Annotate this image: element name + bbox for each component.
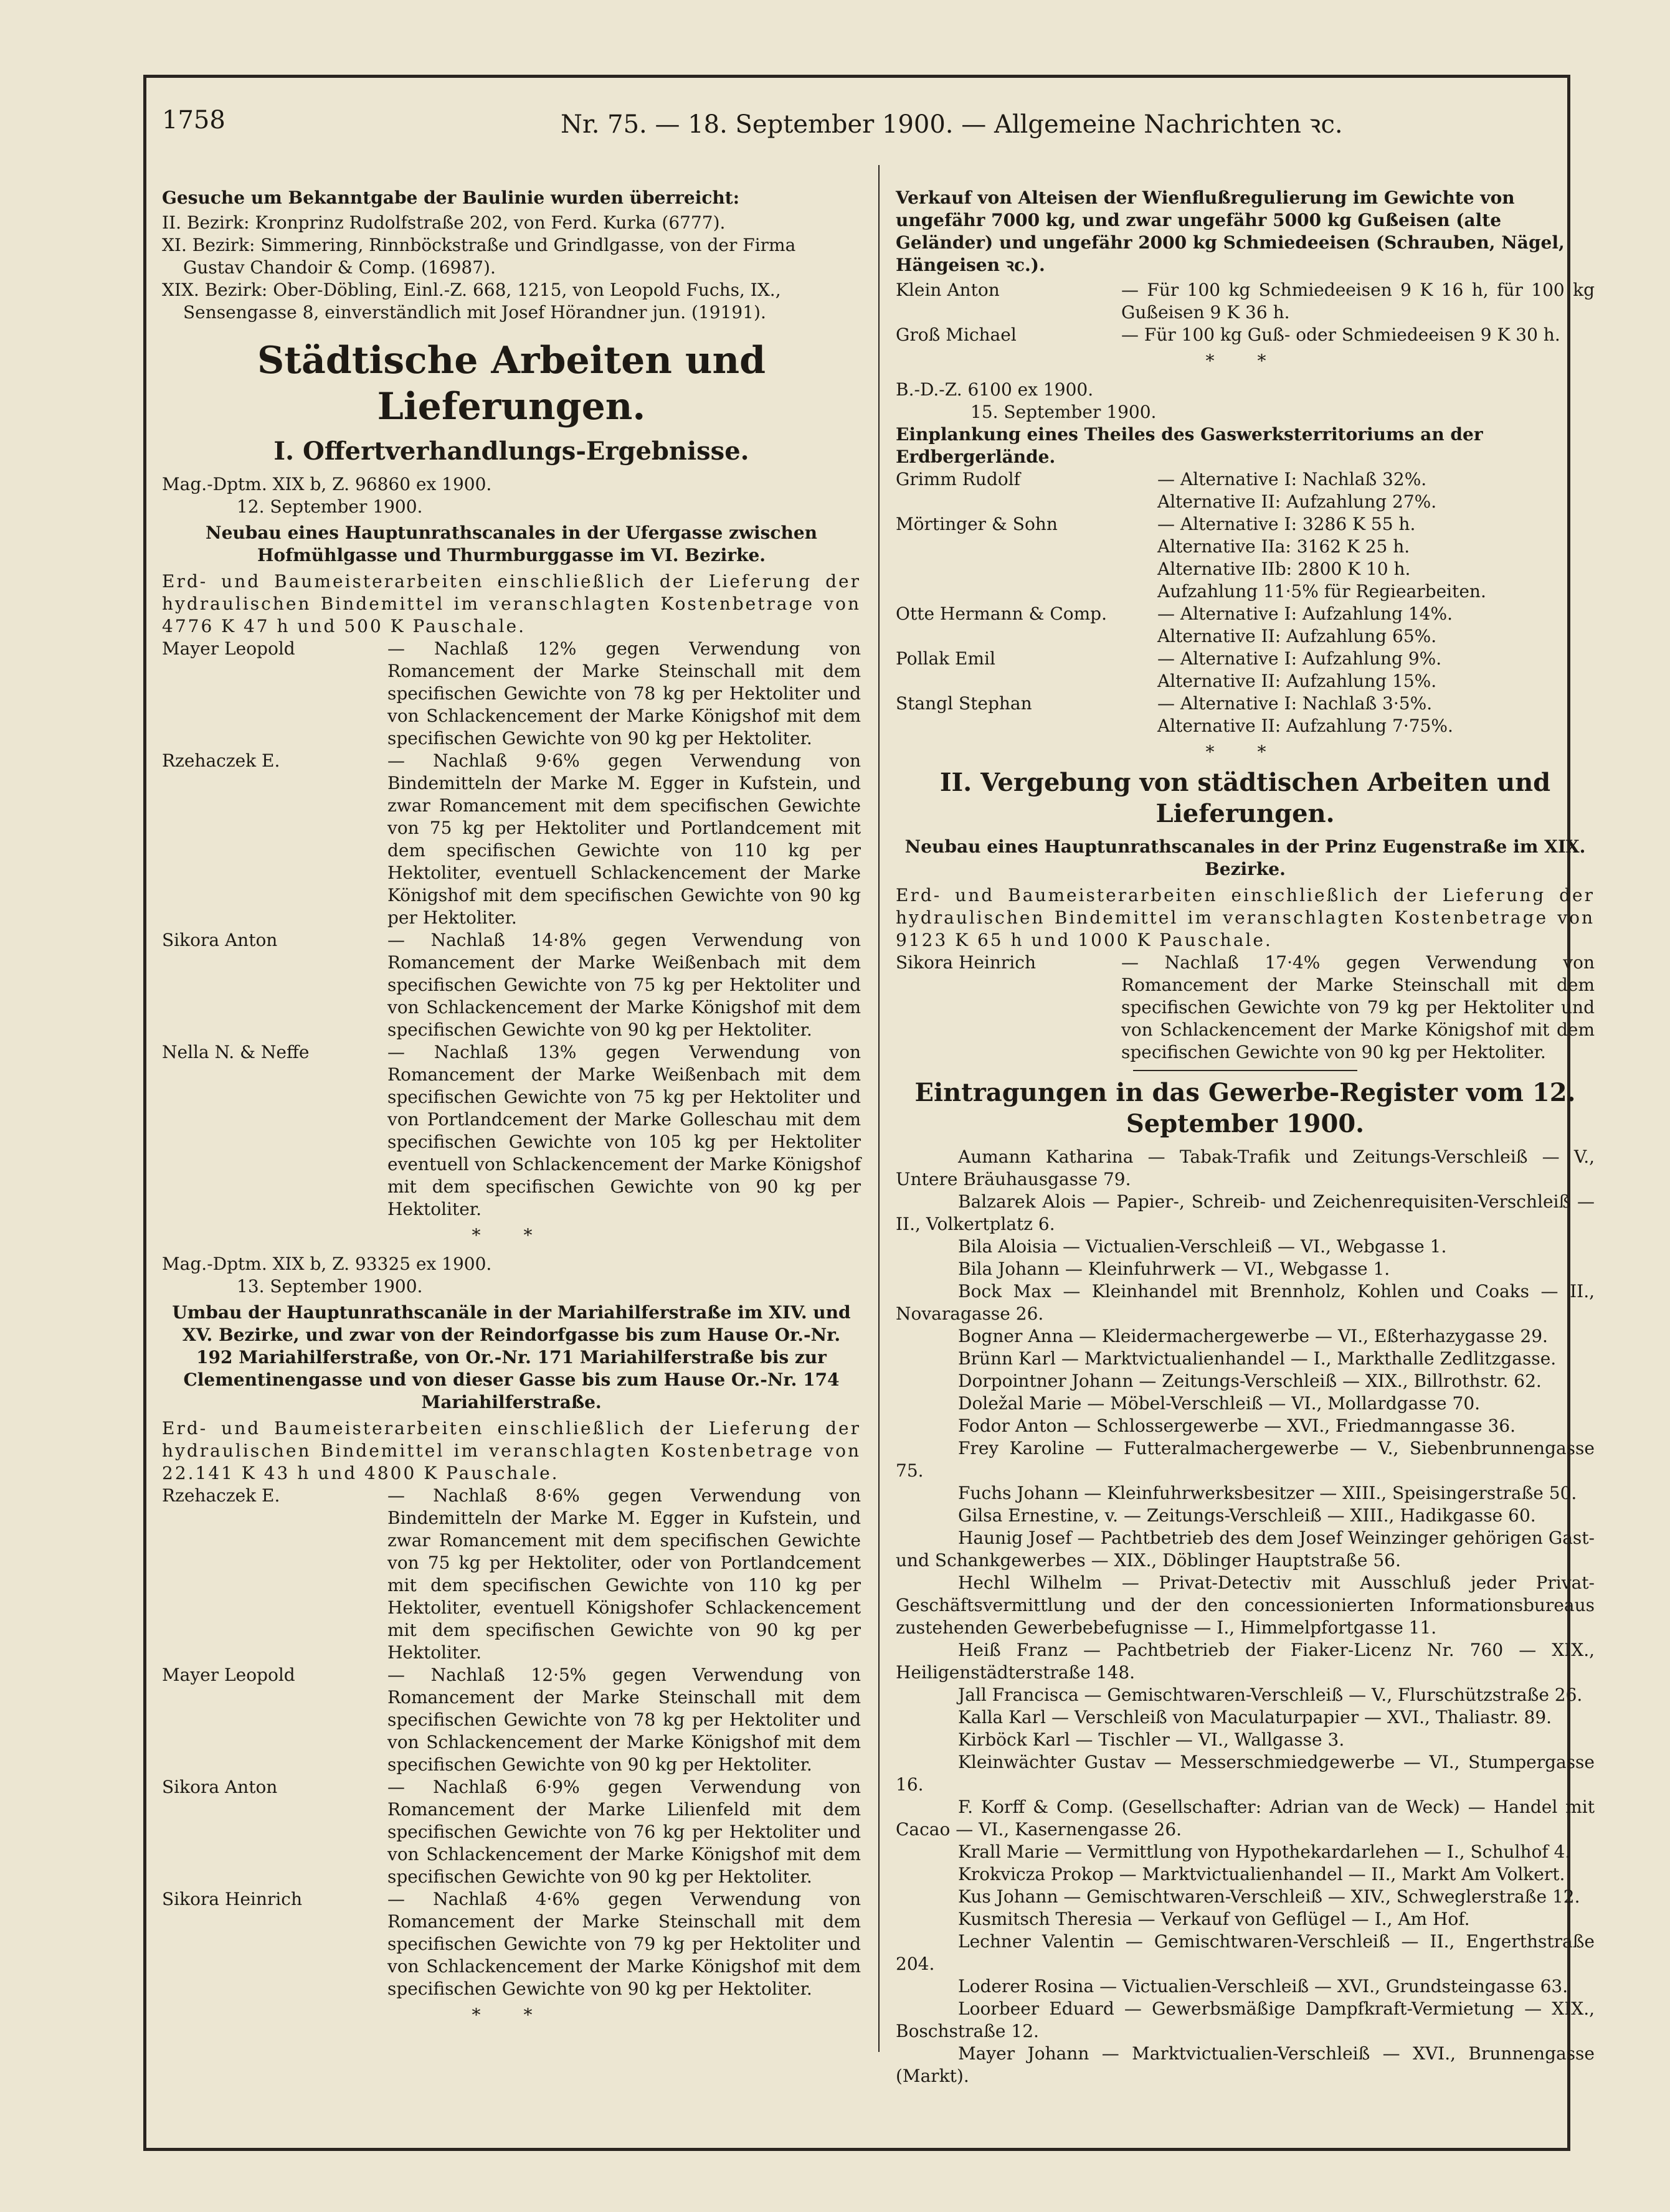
bezirk-entry: XI. Bezirk: Simmering, Rinnböckstraße und Grindlgasse, von der Firma Gustav Chandoir & Comp. (16987). xyxy=(162,235,796,278)
offer-detail: — Nachlaß 8·6% gegen Verwendung von Bindemitteln der Marke M. Egger in Kufstein, und zwar Romancement mit dem specifischen Gewichte von 75 kg per Hektoliter, oder von Portlandcement mit dem specifischen Gewichte von 110 kg per Hektoliter, eventuell Königshofer Schlackencement mit dem specifischen Gewichte von 90 kg per Hektoliter. xyxy=(387,1485,861,1663)
offer-entry xyxy=(896,468,1595,513)
register-entry: Krall Marie — Vermittlung von Hypothekardarlehen — I., Schulhof 4. xyxy=(958,1841,1571,1862)
offer-line: Alternative II: Aufzahlung 65%. xyxy=(1157,626,1437,646)
register-heading: Eintragungen in das Gewerbe-Register vom 12. September 1900. xyxy=(914,1078,1576,1138)
bidder-name: Sikora Heinrich xyxy=(162,1889,302,1909)
offer-line: Alternative II: Aufzahlung 27%. xyxy=(1157,491,1437,512)
offer-detail: — Nachlaß 6·9% gegen Verwendung von Romancement der Marke Lilienfeld mit dem specifischen Gewichte von 76 kg per Hektoliter und von Schlackencement der Marke Königshof mit dem specifischen Gewichte von 90 kg per Hektoliter. xyxy=(387,1777,861,1887)
offer-lines xyxy=(1157,513,1486,603)
offer-line: Alternative II: Aufzahlung 7·75%. xyxy=(1157,716,1453,736)
offer-entry xyxy=(162,638,861,750)
scope-text: Erd- und Baumeisterarbeiten einschließlich der Lieferung der hydraulischen Bindemittel im veranschlagten Kostenbetrage von 9123 K 65 h und 1000 K Pauschale. xyxy=(896,885,1595,950)
offer-entry xyxy=(896,603,1595,648)
section-title: Städtische Arbeiten und Lieferungen. xyxy=(257,339,766,428)
offer-detail: — Nachlaß 4·6% gegen Verwendung von Romancement der Marke Steinschall mit dem specifischen Gewichte von 79 kg per Hektoliter und von Schlackencement der Marke Königshof mit dem specifischen Gewichte von 90 kg per Hektoliter. xyxy=(387,1889,861,1999)
bezirk-entry: II. Bezirk: Kronprinz Rudolfstraße 202, von Ferd. Kurka (6777). xyxy=(162,212,726,233)
register-entry: Brünn Karl — Marktvictualienhandel — I., Markthalle Zedlitzgasse. xyxy=(958,1348,1557,1369)
scope-text: Erd- und Baumeisterarbeiten einschließlich der Lieferung der hydraulischen Bindemittel im veranschlagten Kostenbetrage von 22.141 K 43 h und 4800 K Pauschale. xyxy=(162,1418,861,1483)
offer-entry xyxy=(896,513,1595,603)
offer-line: Alternative IIb: 2800 K 10 h. xyxy=(1157,559,1411,579)
offer-entry xyxy=(896,279,1595,324)
bidder-name: Sikora Heinrich xyxy=(896,952,1036,973)
register-entry: Doležal Marie — Möbel-Verschleiß — VI., Mollardgasse 70. xyxy=(958,1393,1481,1414)
project-title: Neubau eines Hauptunrathscanales in der Prinz Eugenstraße im XIX. Bezirke. xyxy=(904,836,1586,879)
register-entry: Fodor Anton — Schlossergewerbe — XVI., Friedmanngasse 36. xyxy=(958,1416,1516,1436)
offer-detail: — Nachlaß 17·4% gegen Verwendung von Romancement der Marke Steinschall mit dem specifischen Gewichte von 79 kg per Hektoliter und von Schlackencement der Marke Königshof mit dem specifischen Gewichte von 90 kg per Hektoliter. xyxy=(1121,952,1595,1062)
reference-number: Mag.-Dptm. XIX b, Z. 93325 ex 1900. xyxy=(162,1254,492,1274)
register-entry: Fuchs Johann — Kleinfuhrwerksbesitzer — XIII., Speisingerstraße 50. xyxy=(958,1483,1577,1503)
subsection-title: I. Offertverhandlungs-Ergebnisse. xyxy=(273,437,749,466)
offer-entry xyxy=(896,692,1595,737)
register-entry: Jall Francisca — Gemischtwaren-Verschleiß — V., Flurschützstraße 26. xyxy=(958,1685,1583,1705)
register-entry: Kus Johann — Gemischtwaren-Verschleiß — XIV., Schweglerstraße 12. xyxy=(958,1886,1580,1907)
offer-detail: — Nachlaß 12% gegen Verwendung von Romancement der Marke Steinschall mit dem specifischen Gewichte von 78 kg per Hektoliter und von Schlackencement der Marke Königshof mit dem specifischen Gewichte von 90 kg per Hektoliter. xyxy=(387,638,861,749)
register-entry: Mayer Johann — Marktvictualien-Verschleiß — XVI., Brunnengasse (Markt). xyxy=(896,2043,1595,2086)
project-title: Neubau eines Hauptunrathscanales in der Ufergasse zwischen Hofmühlgasse und Thurmburggasse im VI. Bezirke. xyxy=(206,522,817,565)
offer-line: — Alternative I: Aufzahlung 14%. xyxy=(1157,603,1453,624)
register-list xyxy=(896,1146,1595,2087)
bidder-name: Sikora Anton xyxy=(162,1777,278,1797)
offer-lines xyxy=(1157,692,1453,737)
register-entry: Kirböck Karl — Tischler — VI., Wallgasse 3. xyxy=(958,1729,1345,1750)
sale-title: Verkauf von Alteisen der Wienflußregulierung im Gewichte von ungefähr 7000 kg, und zwar ungefähr 5000 kg Gußeisen (alte Geländer) und ungefähr 2000 kg Schmiedeeisen (Schrauben, Nägel, Hängeisen ꝛc.). xyxy=(896,187,1565,275)
reference-number: Mag.-Dptm. XIX b, Z. 96860 ex 1900. xyxy=(162,474,492,494)
register-entry: Heiß Franz — Pachtbetrieb der Fiaker-Licenz Nr. 760 — XIX., Heiligenstädterstraße 148. xyxy=(896,1640,1595,1683)
offer-detail: — Für 100 kg Schmiedeeisen 9 K 16 h, für 100 kg Gußeisen 9 K 36 h. xyxy=(1121,280,1595,323)
running-header xyxy=(162,106,1545,149)
register-entry: Dorpointner Johann — Zeitungs-Verschleiß — XIX., Billrothstr. 62. xyxy=(958,1371,1542,1391)
offer-lines xyxy=(1157,468,1436,513)
register-entry: Kleinwächter Gustav — Messerschmiedgewerbe — VI., Stumpergasse 16. xyxy=(896,1752,1595,1795)
offer-detail: — Nachlaß 14·8% gegen Verwendung von Romancement der Marke Weißenbach mit dem specifischen Gewichte von 75 kg per Hektoliter und von Schlackencement der Marke Königshof mit dem specifischen Gewichte von 90 kg per Hektoliter. xyxy=(387,930,861,1040)
bidder-name: Mörtinger & Sohn xyxy=(896,514,1058,534)
register-entry: Aumann Katharina — Tabak-Trafik und Zeitungs-Verschleiß — V., Untere Bräuhausgasse 79. xyxy=(896,1146,1595,1189)
separator-stars: * * xyxy=(472,1225,551,1245)
register-entry: Bila Johann — Kleinfuhrwerk — VI., Webgasse 1. xyxy=(958,1259,1390,1279)
baulinie-heading: Gesuche um Bekanntgabe der Baulinie wurden überreicht: xyxy=(162,187,740,208)
register-entry: Gilsa Ernestine, v. — Zeitungs-Verschleiß — XIII., Hadikgasse 60. xyxy=(958,1505,1536,1526)
register-entry: Bogner Anna — Kleidermachergewerbe — VI., Eßterhazygasse 29. xyxy=(958,1326,1548,1346)
offer-entry xyxy=(162,1041,861,1221)
section-rule xyxy=(1133,1070,1357,1071)
bidder-name: Nella N. & Neffe xyxy=(162,1042,310,1062)
register-entry: Loderer Rosina — Victualien-Verschleiß — XVI., Grundsteingasse 63. xyxy=(958,1976,1568,1997)
offer-line: Aufzahlung 11·5% für Regiearbeiten. xyxy=(1157,581,1486,602)
reference-number: B.-D.-Z. 6100 ex 1900. xyxy=(896,379,1094,400)
subsection-title: II. Vergebung von städtischen Arbeiten und Lieferungen. xyxy=(939,768,1551,828)
date: 15. September 1900. xyxy=(970,402,1157,422)
register-entry: Kalla Karl — Verschleiß von Maculaturpapier — XVI., Thaliastr. 89. xyxy=(958,1707,1552,1728)
offer-line: Alternative II: Aufzahlung 15%. xyxy=(1157,671,1437,691)
offer-entry xyxy=(162,1485,861,1664)
register-entry: Frey Karoline — Futteralmachergewerbe — V., Siebenbrunnengasse 75. xyxy=(896,1438,1595,1481)
bidder-name: Mayer Leopold xyxy=(162,1665,295,1685)
bidder-name: Klein Anton xyxy=(896,280,1000,300)
register-entry: Hechl Wilhelm — Privat-Detectiv mit Ausschluß jeder Privat-Geschäftsvermittlung und der den concessionierten Informationsbureaus zustehenden Gewerbebefugnisse — I., Himmelpfortgasse 11. xyxy=(896,1572,1595,1638)
bezirk-entry: XIX. Bezirk: Ober-Döbling, Einl.-Z. 668, 1215, von Leopold Fuchs, IX., Sensengasse 8, einverständlich mit Josef Hörandner jun. (19191). xyxy=(162,280,781,323)
separator-stars: * * xyxy=(1205,742,1285,762)
offer-entry xyxy=(896,648,1595,692)
column-divider xyxy=(878,165,880,2052)
bidder-name: Stangl Stephan xyxy=(896,693,1032,714)
bidder-name: Otte Hermann & Comp. xyxy=(896,603,1107,624)
offer-entry xyxy=(162,1888,861,2000)
separator-stars: * * xyxy=(472,2005,551,2025)
header-title: Nr. 75. — 18. September 1900. — Allgemeine Nachrichten ꝛc. xyxy=(561,110,1343,139)
register-entry: F. Korff & Comp. (Gesellschafter: Adrian van de Weck) — Handel mit Cacao — VI., Kasernengasse 26. xyxy=(896,1797,1595,1840)
offer-lines xyxy=(1157,648,1441,692)
register-entry: Bila Aloisia — Victualien-Verschleiß — VI., Webgasse 1. xyxy=(958,1236,1447,1257)
date: 13. September 1900. xyxy=(237,1276,423,1297)
scope-text: Erd- und Baumeisterarbeiten einschließlich der Lieferung der hydraulischen Bindemittel im veranschlagten Kostenbetrage von 4776 K 47 h und 500 K Pauschale. xyxy=(162,571,861,636)
register-entry: Krokvicza Prokop — Marktvictualienhandel — II., Markt Am Volkert. xyxy=(958,1864,1565,1884)
offer-entry xyxy=(162,1776,861,1888)
left-column xyxy=(162,187,861,2030)
page-number: 1758 xyxy=(162,106,225,135)
bidder-name: Mayer Leopold xyxy=(162,638,295,659)
separator-stars: * * xyxy=(1205,351,1285,371)
bidder-name: Rzehaczek E. xyxy=(162,1485,280,1506)
date: 12. September 1900. xyxy=(237,496,423,517)
offer-line: — Alternative I: 3286 K 55 h. xyxy=(1157,514,1416,534)
register-entry: Loorbeer Eduard — Gewerbsmäßige Dampfkraft-Vermietung — XIX., Boschstraße 12. xyxy=(896,1998,1595,2041)
offer-line: — Alternative I: Nachlaß 3·5%. xyxy=(1157,693,1433,714)
offer-entry xyxy=(896,324,1595,346)
project-title: Umbau der Hauptunrathscanäle in der Mariahilferstraße im XIV. und XV. Bezirke, und zwar von der Reindorfgasse bis zum Hause Or.-Nr. 192 Mariahilferstraße, von Or.-Nr. 171 Mariahilferstraße bis zur Clementinengasse und von dieser Gasse bis zum Hause Or.-Nr. 174 Mariahilferstraße. xyxy=(172,1302,851,1412)
offer-line: Alternative IIa: 3162 K 25 h. xyxy=(1157,536,1410,557)
offer-detail: — Für 100 kg Guß- oder Schmiedeeisen 9 K 30 h. xyxy=(1121,324,1560,345)
offer-detail: — Nachlaß 12·5% gegen Verwendung von Romancement der Marke Steinschall mit dem specifischen Gewichte von 78 kg per Hektoliter und von Schlackencement der Marke Königshof mit dem specifischen Gewichte von 90 kg per Hektoliter. xyxy=(387,1665,861,1775)
offer-line: — Alternative I: Nachlaß 32%. xyxy=(1157,469,1427,489)
register-entry: Kusmitsch Theresia — Verkauf von Geflügel — I., Am Hof. xyxy=(958,1909,1470,1929)
bidder-name: Groß Michael xyxy=(896,324,1017,345)
bidder-name: Grimm Rudolf xyxy=(896,469,1020,489)
offer-line: — Alternative I: Aufzahlung 9%. xyxy=(1157,648,1442,669)
offer-entry xyxy=(162,929,861,1041)
offer-lines xyxy=(1157,603,1453,648)
bidder-name: Sikora Anton xyxy=(162,930,278,950)
right-column xyxy=(896,187,1595,2087)
offer-detail: — Nachlaß 9·6% gegen Verwendung von Bindemitteln der Marke M. Egger in Kufstein, und zwar Romancement mit dem specifischen Gewichte von 75 kg per Hektoliter und Portlandcement mit dem specifischen Gewichte von 110 kg per Hektoliter, eventuell Schlackencement der Marke Königshof mit dem specifischen Gewichte von 90 kg per Hektoliter. xyxy=(387,750,861,928)
offer-detail: — Nachlaß 13% gegen Verwendung von Romancement der Marke Weißenbach mit dem specifischen Gewichte von 75 kg per Hektoliter und von Portlandcement der Marke Golleschau mit dem specifischen Gewichte von 105 kg per Hektoliter eventuell von Schlackencement der Marke Königshof mit dem specifischen Gewichte von 90 kg per Hektoliter. xyxy=(387,1042,861,1219)
bidder-name: Pollak Emil xyxy=(896,648,995,669)
offer-entry xyxy=(162,1664,861,1776)
register-entry: Balzarek Alois — Papier-, Schreib- und Zeichenrequisiten-Verschleiß — II., Volkertplatz 6. xyxy=(896,1191,1595,1234)
register-entry: Bock Max — Kleinhandel mit Brennholz, Kohlen und Coaks — II., Novaragasse 26. xyxy=(896,1281,1595,1324)
register-entry: Lechner Valentin — Gemischtwaren-Verschleiß — II., Engerthstraße 204. xyxy=(896,1931,1595,1974)
offer-entry xyxy=(162,750,861,929)
bidder-name: Rzehaczek E. xyxy=(162,750,280,771)
register-entry: Haunig Josef — Pachtbetrieb des dem Josef Weinzinger gehörigen Gast- und Schankgewerbes — XIX., Döblinger Hauptstraße 56. xyxy=(896,1528,1595,1571)
project-title: Einplankung eines Theiles des Gaswerksterritoriums an der Erdbergerlände. xyxy=(896,424,1483,467)
offer-entry xyxy=(896,952,1595,1064)
